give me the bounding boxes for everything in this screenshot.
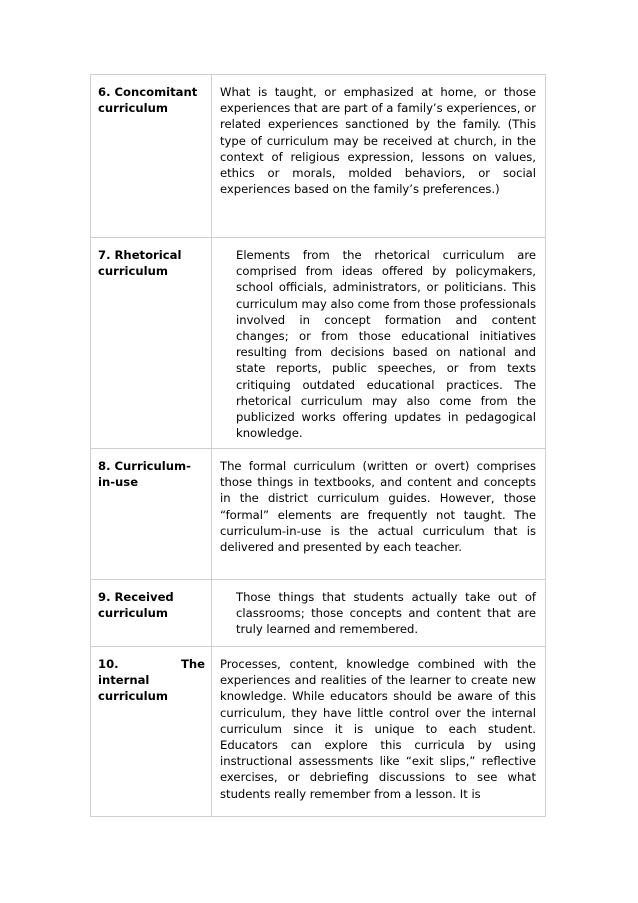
term-cell: 7. Rhetorical curriculum: [91, 238, 212, 449]
term-number: 10.: [98, 657, 119, 671]
table-row: [91, 580, 546, 647]
term-cell: 9. Received curriculum: [91, 580, 212, 647]
term-cell: [91, 647, 212, 817]
term-first-line: [98, 656, 205, 672]
description-cell: The formal curriculum (written or overt) comprises those things in textbooks, and content and concepts in the district curriculum guides. However, those “formal” elements are frequently not taught. The curriculum-in-use is the actual curriculum that is delivered and presented by each teacher.: [212, 449, 546, 580]
description-cell: What is taught, or emphasized at home, or those experiences that are part of a family’s experiences, or related experiences sanctioned by the family. (This type of curriculum may be received at church, in the context of religious expression, lessons on values, ethics or morals, molded behaviors, or social experiences based on the family’s preferences.): [212, 75, 546, 238]
term-rest: internal curriculum: [98, 673, 168, 704]
term-cell: 6. Concomitant curriculum: [91, 75, 212, 238]
table-row: [91, 449, 546, 580]
table-row: [91, 647, 546, 817]
table-row: [91, 238, 546, 449]
description-cell: Elements from the rhetorical curriculum are comprised from ideas offered by policymakers, school officials, administrators, or politicians. This curriculum may also come from those professionals involved in concept formation and content changes; or from those educational initiatives resulting from decisions based on national and state reports, public speeches, or from texts critiquing outdated educational practices. The rhetorical curriculum may also come from the publicized works offering updates in pedagogical knowledge.: [212, 238, 546, 449]
term-cell: 8. Curriculum-in-use: [91, 449, 212, 580]
description-cell: Those things that students actually take out of classrooms; those concepts and content that are truly learned and remembered.: [212, 580, 546, 647]
term-word: The: [180, 657, 205, 671]
description-cell: Processes, content, knowledge combined with the experiences and realities of the learner to create new knowledge. While educators should be aware of this curriculum, they have little control over the internal curriculum since it is unique to each student. Educators can explore this curricula by using instructional assessments like “exit slips,” reflective exercises, or debriefing discussions to see what students really remember from a lesson. It is: [212, 647, 546, 817]
curriculum-types-table: [90, 74, 546, 817]
table-row: [91, 75, 546, 238]
